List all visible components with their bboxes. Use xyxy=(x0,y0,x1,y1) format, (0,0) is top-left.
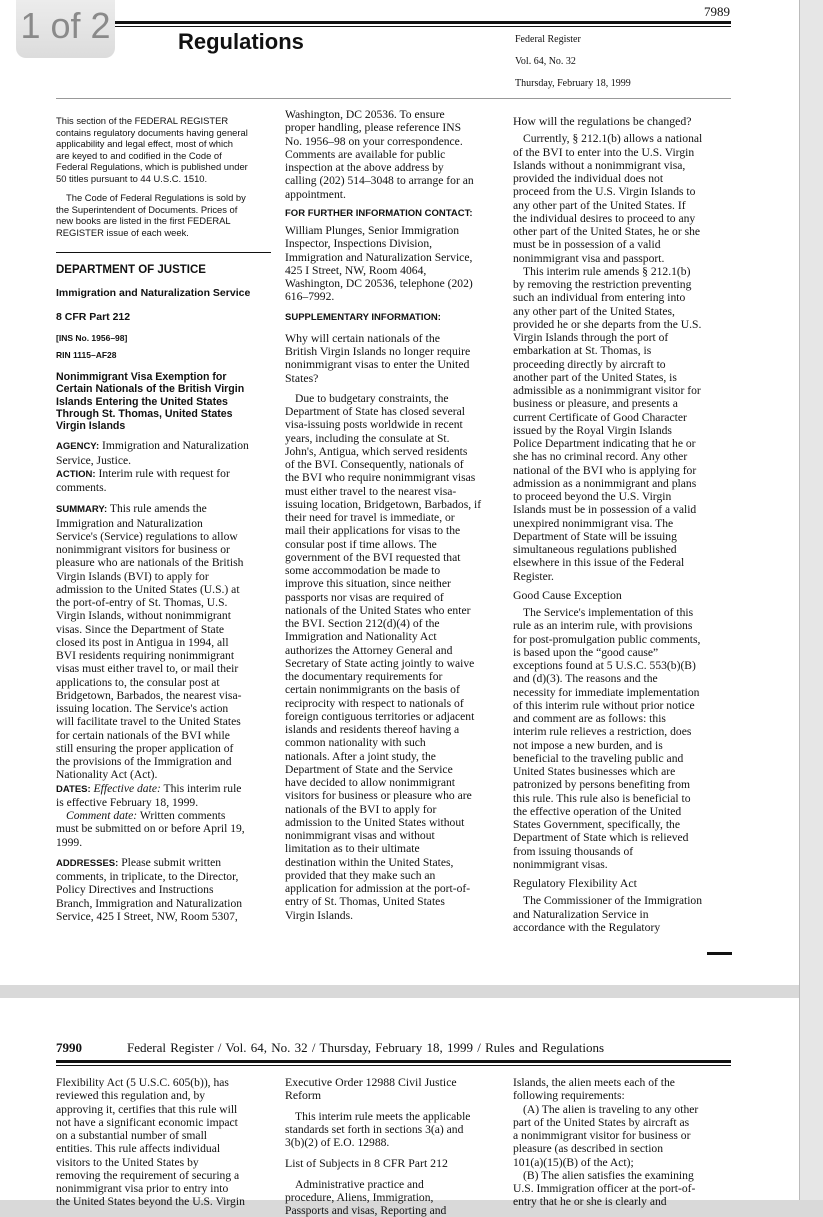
running-head: Federal Register / Vol. 64, No. 32 / Thursday, February 18, 1999 / Rules and Regulations xyxy=(127,1040,604,1056)
action-field: ACTION: Interim rule with request for comments. xyxy=(56,467,281,495)
reg-flex-continued: Flexibility Act (5 U.S.C. 605(b)), has reviewed this regulation and, by approving it, certifies that this rule will not have a significant economic impact on a substantial number of small entities. This rule affects individual visitors to the United States by removing the requirement of securing a nonimmigrant visa prior to entry into the United States beyond the U.S. Virgin xyxy=(56,1076,281,1209)
intro-text: This section of the FEDERAL REGISTER contains regulatory documents having general applicability and legal effect, most of which are keyed to and codified in the Code of Federal Regulations, which is published under 50 titles pursuant to 44 U.S.C. 1510. xyxy=(56,115,281,184)
requirement-a: (A) The alien is traveling to any other part of the United States by aircraft as a nonimmigrant visitor for business or pleasure (as described in section 101(a)(15)(B) of the Act); xyxy=(513,1103,738,1169)
subjects-heading: List of Subjects in 8 CFR Part 212 xyxy=(285,1157,510,1170)
requirements-intro: Islands, the alien meets each of the following requirements: xyxy=(513,1076,738,1103)
supplementary-label: SUPPLEMENTARY INFORMATION: xyxy=(285,311,510,324)
question-heading-2: How will the regulations be changed? xyxy=(513,115,738,128)
addresses-field: ADDRESSES: Please submit written comments, in triplicate, to the Director, Policy Directives and Instructions Branch, Immigration and Naturalization Service, 425 I Street, NW, Room 5307, xyxy=(56,856,281,923)
good-cause-heading: Good Cause Exception xyxy=(513,589,738,602)
contact-text: William Plunges, Senior Immigration Inspector, Inspections Division, Immigration and Naturalization Service, 425 I Street, NW, Room 4064, Washington, DC 20536, telephone (202) 616–7992. xyxy=(285,224,510,304)
masthead-date: Thursday, February 18, 1999 xyxy=(515,78,631,89)
docket-number: [INS No. 1956–98] xyxy=(56,332,281,345)
sub-agency: Immigration and Naturalization Service xyxy=(56,287,281,300)
section-title: Regulations xyxy=(178,29,304,55)
requirement-b: (B) The alien satisfies the examining U.S. Immigration officer at the port-of- entry that he or she is clearly and xyxy=(513,1169,738,1209)
eo-heading: Executive Order 12988 Civil Justice Reform xyxy=(285,1076,510,1103)
amendment-paragraph: This interim rule amends § 212.1(b) by removing the restriction preventing such an individual from entering into any other part of the United States, provided he or she departs from the U.S. Virgin Islands through the port of embarkation at St. Thomas, is proceeding directly by aircraft to another part of the United States, is admissible as a nonimmigrant visitor for business or pleasure, and presents a current Certificate of Good Character issued by the Royal Virgin Islands Police Department indicating that he or she has no criminal record. Any other national of the BVI who is applying for admission as a nonimmigrant and plans to proceed beyond the U.S. Virgin Islands must be in possession of a valid unexpired nonimmigrant visa. The Department of State will be issuing simultaneous regulations published elsewhere in this issue of the Federal Register. xyxy=(513,265,738,583)
current-rule-paragraph: Currently, § 212.1(b) allows a national of the BVI to enter into the U.S. Virgin Islands without a nonimmigrant visa, provided the individual does not proceed from the U.S. Virgin Islands to any other part of the United States. If the individual desires to proceed to any other part of the United States, he or she must be in possession of a valid nonimmigrant visa and passport. xyxy=(513,132,738,265)
page-number: 7990 xyxy=(56,1040,82,1056)
reg-flex-heading: Regulatory Flexibility Act xyxy=(513,877,738,890)
masthead-name: Federal Register xyxy=(515,34,581,45)
eo-paragraph: This interim rule meets the applicable standards set forth in sections 3(a) and 3(b)(2) of E.O. 12988. xyxy=(285,1110,510,1150)
good-cause-paragraph: The Service's implementation of this rule as an interim rule, with provisions for post-promulgation public comments, is based upon the “good cause” exceptions found at 5 U.S.C. 553(b)(B) and (d)(3). The reasons and the necessity for immediate implementation of this interim rule without prior notice and comment are as follows: this interim rule relieves a restriction, does not impose a new burden, and is beneficial to the traveling public and United States businesses which are patronized by persons benefiting from this rule. This rule also is beneficial to the effective operation of the United States Government, specifically, the Department of State which is relieved from issuing thousands of nonimmigrant visas. xyxy=(513,606,738,871)
contact-label: FOR FURTHER INFORMATION CONTACT: xyxy=(285,207,510,220)
cfr-part: 8 CFR Part 212 xyxy=(56,311,281,324)
background-paragraph: Due to budgetary constraints, the Department of State has closed several visa-issuing posts worldwide in recent years, including the consulate at St. John's, Antigua, which served residents of the BVI. Consequently, nationals of the BVI who require nonimmigrant visas must either travel to the nearest visa- issuing location, Bridgetown, Barbados, if their need for travel is immediate, or mail their applications for visas to the consular post if time allows. The government of the BVI requested that some accommodation be made to improve this situation, since neither passports nor visas are required of nationals of the United States who enter the BVI. Section 212(d)(4) of the Immigration and Nationality Act authorizes the Attorney General and Secretary of State acting jointly to waive the documentary requirements for certain nonimmigrants on the basis of reciprocity with respect to nationals of foreign contiguous territories or adjacent islands and residents thereof having a common nationality with such nationals. After a joint study, the Department of State and the Service have decided to allow nonimmigrant visitors for business or pleasure who are nationals of the BVI to apply for admission to the United States without nonimmigrant visas and without limitation as to their ultimate destination within the United States, provided that they make such an application for admission at the port-of- entry of St. Thomas, United States Virgin Islands. xyxy=(285,392,510,922)
summary-field: SUMMARY: This rule amends the Immigration and Naturalization Service's (Service) regulations to allow nonimmigrant visitors for business or pleasure who are nationals of the British Virgin Islands (BVI) to apply for admission to the United States (U.S.) at the port-of-entry of St. Thomas, U.S. Virgin Islands, without nonimmigrant visas. Since the Department of State closed its post in Antigua in 1994, all BVI residents requiring nonimmigrant visas must either travel to, or mail their applications to, the consular post at Bridgetown, Barbados, the nearest visa- issuing location. The Service's action will facilitate travel to the United States for certain nationals of the BVI while still ensuring the proper application of the provisions of the Immigration and Nationality Act (Act). xyxy=(56,502,281,781)
dates-field: DATES: Effective date: This interim rule is effective February 18, 1999. xyxy=(56,782,281,810)
scrollbar[interactable] xyxy=(799,0,823,1200)
comment-date: Comment date: Written comments must be submitted on or before April 19, 1999. xyxy=(56,809,281,849)
department: DEPARTMENT OF JUSTICE xyxy=(56,264,281,277)
masthead-volume: Vol. 64, No. 32 xyxy=(515,56,576,67)
page-number: 7989 xyxy=(704,4,730,20)
rule-title: Nonimmigrant Visa Exemption for Certain Nationals of the British Virgin Islands Entering the United States Through St. Thomas, United States Virgin Islands xyxy=(56,371,281,432)
reg-flex-paragraph: The Commissioner of the Immigration and Naturalization Service in accordance with the Regulatory xyxy=(513,894,738,934)
rin: RIN 1115–AF28 xyxy=(56,349,281,362)
page-indicator: 1 of 2 xyxy=(16,0,115,58)
agency-field: AGENCY: Immigration and Naturalization Service, Justice. xyxy=(56,439,281,467)
subjects-list: Administrative practice and procedure, Aliens, Immigration, Passports and visas, Reporting and xyxy=(285,1178,510,1217)
question-heading: Why will certain nationals of the British Virgin Islands no longer require nonimmigrant visas to enter the United States? xyxy=(285,332,510,385)
document-page-2 xyxy=(0,998,800,1200)
intro-text-2: The Code of Federal Regulations is sold by the Superintendent of Documents. Prices of new books are listed in the first FEDERAL REGISTER issue of each week. xyxy=(56,192,281,238)
addresses-continued: Washington, DC 20536. To ensure proper handling, please reference INS No. 1956–98 on your correspondence. Comments are available for public inspection at the above address by calling (202) 514–3048 to arrange for an appointment. xyxy=(285,108,510,201)
